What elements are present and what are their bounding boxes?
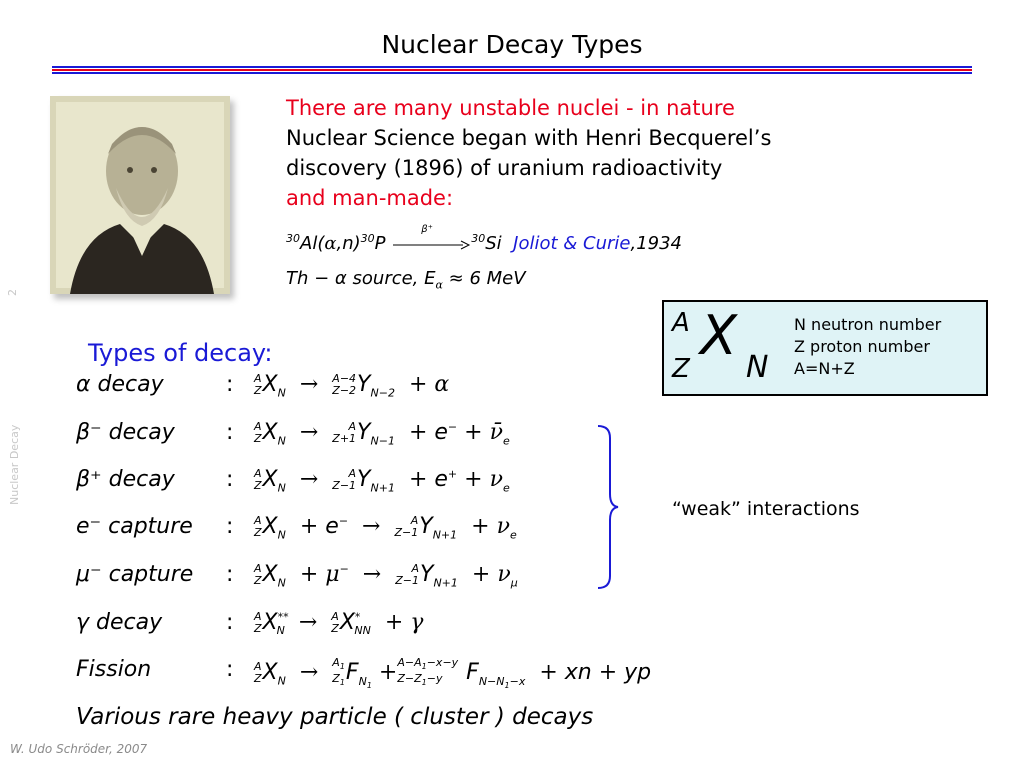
decay-colon: : bbox=[226, 467, 234, 492]
intro-line-4: and man-made: bbox=[286, 186, 454, 210]
neutron-number-N: N bbox=[746, 350, 769, 385]
alpha-decay-equation: A Z $X_N$ → A−4 Z−2 $Y_{N-2} + \alpha$ bbox=[254, 372, 450, 400]
types-of-decay-heading: Types of decay: bbox=[88, 339, 273, 367]
neutron-out: ,n) bbox=[336, 233, 361, 254]
decay-label: e⁻ capture bbox=[76, 514, 193, 539]
legend-proton: Z proton number bbox=[794, 337, 930, 356]
beta-arrow bbox=[391, 224, 471, 252]
si-mass: 30 bbox=[471, 232, 486, 245]
p-symbol: P bbox=[374, 233, 386, 254]
beta-plus-equation: A Z $X_N$ → A Z−1 $Y_{N+1} + e^+ + \nu_e$ bbox=[254, 467, 510, 495]
decay-label: α decay bbox=[76, 372, 164, 397]
si-symbol: Si bbox=[485, 233, 502, 254]
weak-interactions-brace bbox=[596, 424, 620, 590]
beta-plus-label: β⁺ bbox=[421, 224, 433, 235]
reaction-equation bbox=[286, 224, 682, 254]
source-sub: α bbox=[435, 278, 443, 292]
nucleus-legend bbox=[794, 314, 941, 380]
legend-neutron: N neutron number bbox=[794, 315, 942, 334]
footer-author: W. Udo Schröder, 2007 bbox=[10, 742, 148, 756]
side-page-number: 2 bbox=[6, 289, 19, 296]
muon-capture-equation: A Z $X_N + \mu^-$ → A Z−1 $Y_{N+1} + \nu_\mu$ bbox=[254, 562, 518, 590]
title-rule bbox=[52, 66, 972, 76]
decay-colon: : bbox=[226, 514, 234, 539]
source-energy: ≈ 6 MeV bbox=[442, 268, 526, 289]
source-text: Th − α source, E bbox=[286, 268, 436, 289]
beta-minus-equation: A Z $X_N$ → A Z+1 $Y_{N-1} + e^-$ + $\nū_e$ bbox=[254, 420, 510, 448]
various-decays-line: Various rare heavy particle ( cluster ) decays bbox=[76, 704, 594, 730]
alpha-symbol: α bbox=[324, 233, 337, 254]
fission-equation: A Z $X_N$ → $A_1$ $Z_1$ $F_{N_1}$ + $A-A_1-x-y$ $Z-Z_1-y$ $F_{N-N_1-x}$ + xn + yp bbox=[254, 656, 652, 690]
intro-text bbox=[286, 93, 771, 213]
element-X: X bbox=[700, 304, 737, 367]
intro-line-1: There are many unstable nuclei - in nature bbox=[286, 96, 735, 120]
side-topic-label: Nuclear Decay bbox=[8, 424, 21, 505]
decay-colon: : bbox=[226, 420, 234, 445]
thorium-source-line bbox=[286, 268, 526, 292]
credit-year: ,1934 bbox=[630, 233, 682, 254]
weak-interactions-label: “weak” interactions bbox=[672, 498, 860, 520]
al-symbol: Al( bbox=[300, 233, 325, 254]
mass-number-A: A bbox=[672, 308, 690, 338]
legend-mass: A=N+Z bbox=[794, 359, 855, 378]
decay-colon: : bbox=[226, 610, 234, 635]
al-mass: 30 bbox=[286, 232, 300, 245]
decay-colon: : bbox=[226, 372, 234, 397]
gamma-decay-equation: A Z $X^{**}_N$ → A Z $X^*_{NN} + \gamma$ bbox=[254, 610, 424, 638]
intro-line-3: discovery (1896) of uranium radioactivity bbox=[286, 156, 723, 180]
decay-label: γ decay bbox=[76, 610, 163, 635]
decay-label: β⁺ decay bbox=[76, 467, 175, 492]
p-mass: 30 bbox=[360, 232, 375, 245]
nucleus-notation-box bbox=[662, 300, 988, 396]
becquerel-portrait bbox=[50, 96, 230, 294]
intro-line-2: Nuclear Science began with Henri Becquerel’s bbox=[286, 126, 772, 150]
decay-colon: : bbox=[226, 562, 234, 587]
joliot-curie-credit: Joliot & Curie bbox=[513, 233, 631, 254]
slide-title: Nuclear Decay Types bbox=[381, 30, 643, 59]
decay-label: β⁻ decay bbox=[76, 420, 175, 445]
proton-number-Z: Z bbox=[672, 354, 690, 384]
decay-label: μ⁻ capture bbox=[76, 562, 194, 587]
decay-label: Fission bbox=[76, 657, 152, 682]
electron-capture-equation: A Z $X_N + e^-$ → A Z−1 $Y_{N+1} + \nu_e$ bbox=[254, 514, 517, 542]
decay-colon: : bbox=[226, 657, 234, 682]
